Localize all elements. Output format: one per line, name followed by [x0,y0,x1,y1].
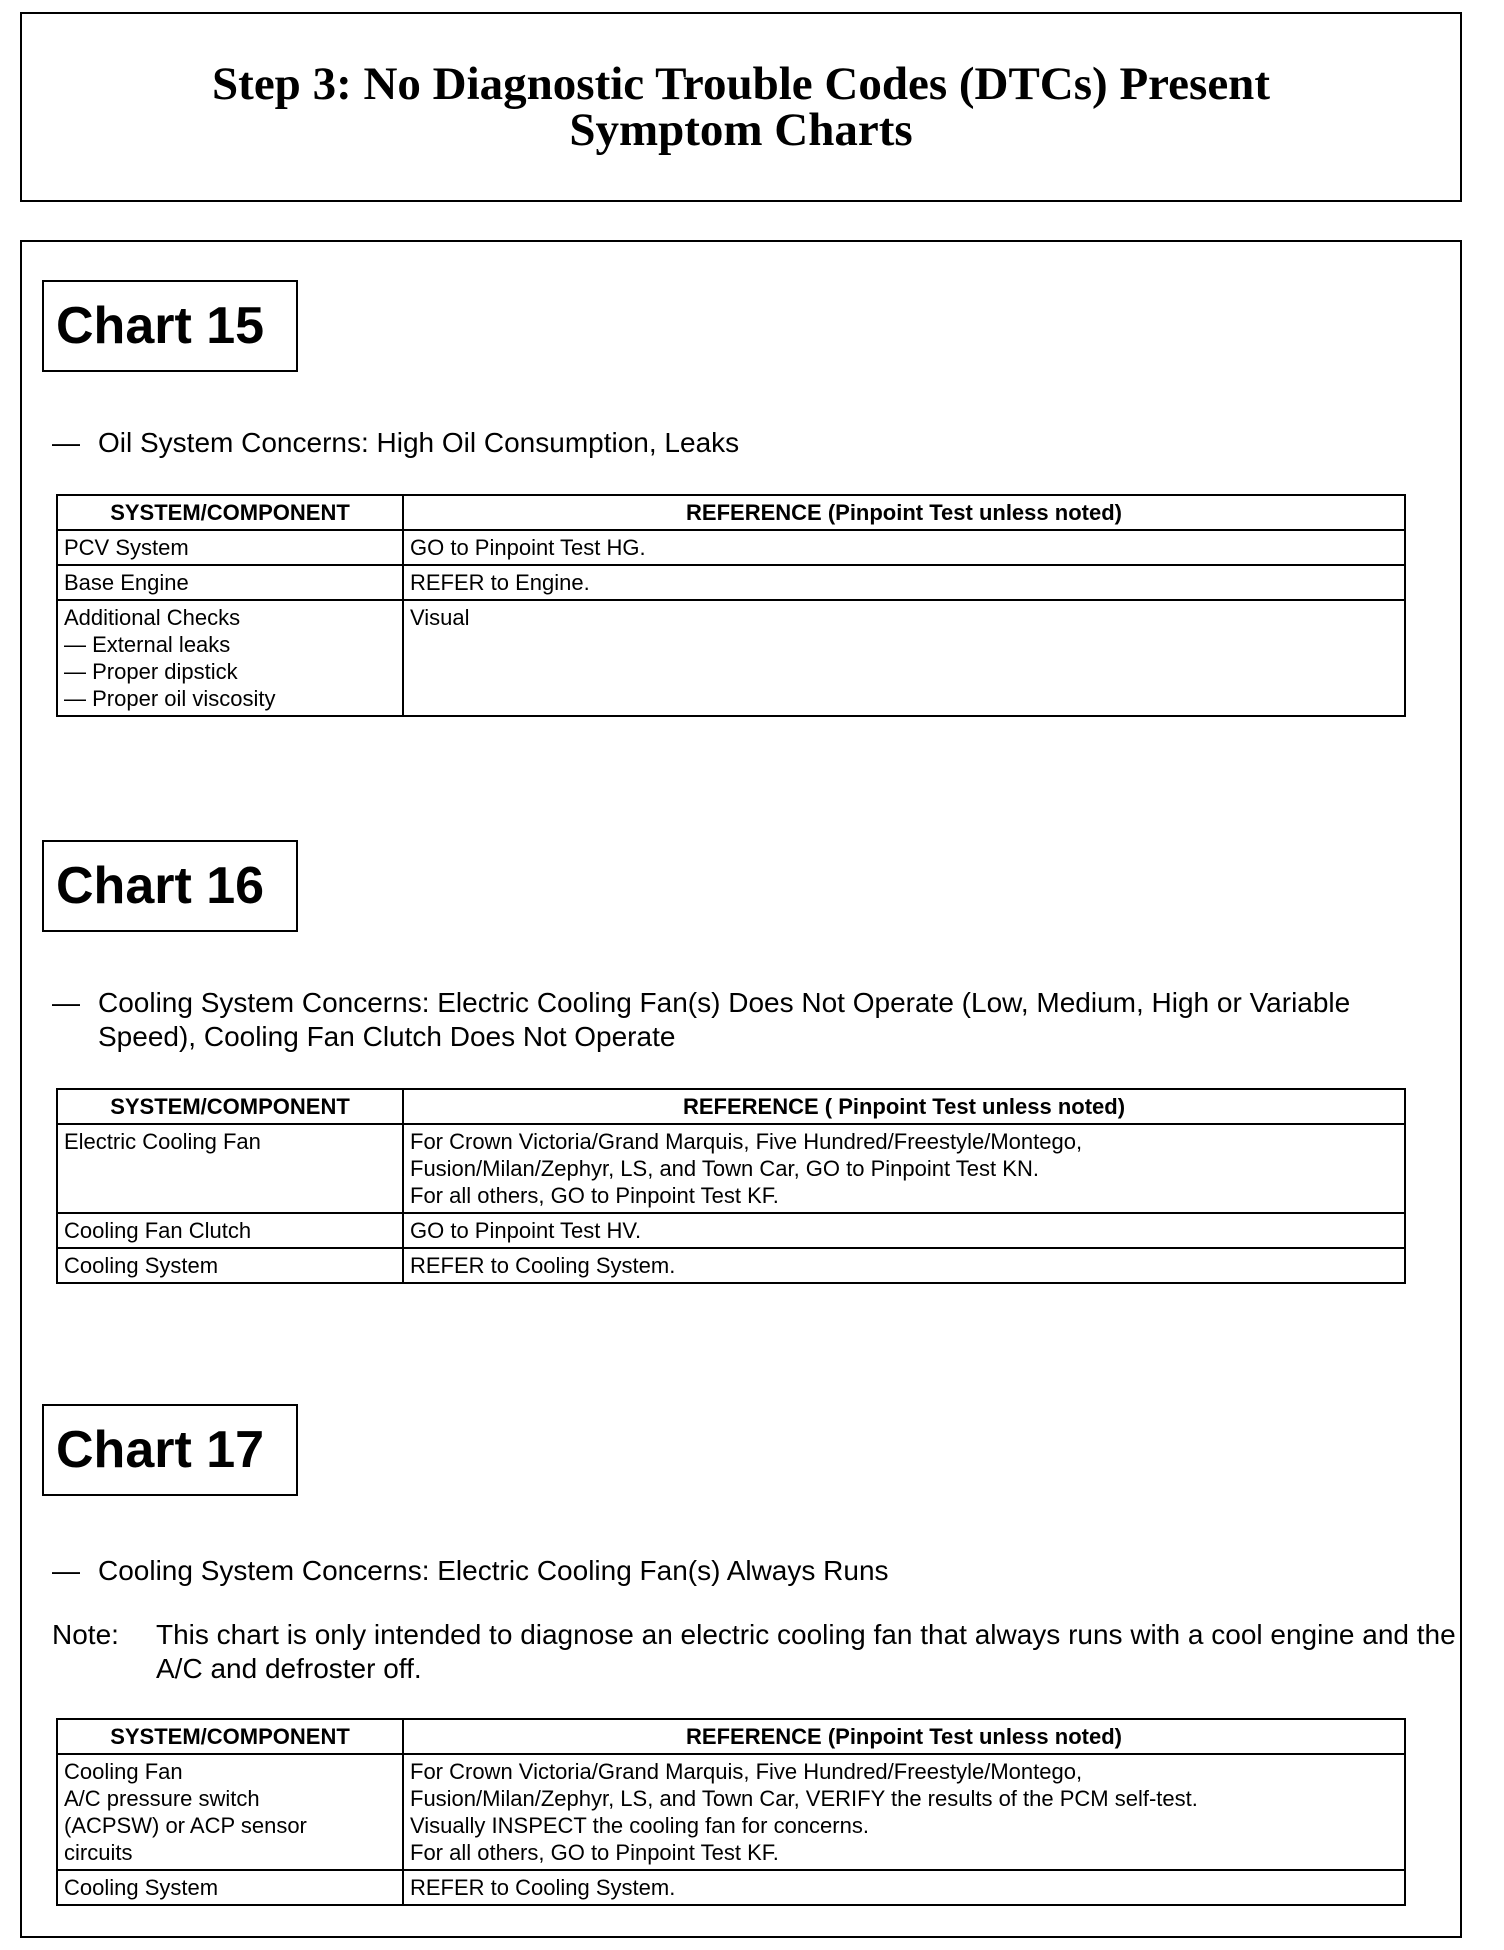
column-header: REFERENCE (Pinpoint Test unless noted) [403,1719,1405,1754]
component-cell: Cooling System [57,1870,403,1905]
reference-cell: Visual [403,600,1405,716]
dash: — [52,427,80,458]
component-cell: Cooling Fan Clutch [57,1213,403,1248]
chart-15-description: — Oil System Concerns: High Oil Consumption, Leaks [52,427,740,458]
table-row [57,1213,1405,1248]
table-row [57,600,1405,716]
chart-17-description: — Cooling System Concerns: Electric Cooling Fan(s) Always Runs [52,1555,889,1586]
column-header: SYSTEM/COMPONENT [57,1089,403,1124]
charts-container [20,240,1462,1938]
reference-cell: For Crown Victoria/Grand Marquis, Five Hundred/Freestyle/Montego, Fusion/Milan/Zephyr, LS, and Town Car, GO to Pinpoint Test KN. For all others, GO to Pinpoint Test KF. [403,1124,1405,1213]
chart-16-description: — Cooling System Concerns: Electric Cooling Fan(s) Does Not Operate (Low, Medium, High or Variable Speed), Cooling Fan Clutch Does Not Operate [52,987,1351,1052]
chart-17-table [56,1718,1406,1906]
component-cell: Cooling System [57,1248,403,1283]
chart-15-table [56,494,1406,717]
chart-16-title: Chart 16 [42,840,298,932]
table-row [57,565,1405,600]
page-subtitle: Symptom Charts [569,104,913,156]
table-row [57,1754,1405,1870]
table-header-row [57,495,1405,530]
component-cell: Additional Checks — External leaks — Proper dipstick — Proper oil viscosity [57,600,403,716]
dash: — [52,987,80,1018]
column-header: REFERENCE (Pinpoint Test unless noted) [403,495,1405,530]
component-cell: Cooling Fan A/C pressure switch (ACPSW) or ACP sensor circuits [57,1754,403,1870]
component-cell: Electric Cooling Fan [57,1124,403,1213]
table-header-row [57,1089,1405,1124]
column-header: SYSTEM/COMPONENT [57,495,403,530]
dash: — [52,1555,80,1586]
table-row [57,1870,1405,1905]
reference-cell: REFER to Cooling System. [403,1248,1405,1283]
page-title: Step 3: No Diagnostic Trouble Codes (DTCs) Present [212,58,1270,110]
reference-cell: GO to Pinpoint Test HV. [403,1213,1405,1248]
table-row [57,1248,1405,1283]
reference-cell: GO to Pinpoint Test HG. [403,530,1405,565]
column-header: SYSTEM/COMPONENT [57,1719,403,1754]
component-cell: Base Engine [57,565,403,600]
reference-cell: REFER to Engine. [403,565,1405,600]
chart-16-table [56,1088,1406,1284]
reference-cell: For Crown Victoria/Grand Marquis, Five Hundred/Freestyle/Montego, Fusion/Milan/Zephyr, LS, and Town Car, VERIFY the results of the PCM self-test. Visually INSPECT the cooling fan for concerns. For all others, GO to Pinpoint Test KF. [403,1754,1405,1870]
reference-cell: REFER to Cooling System. [403,1870,1405,1905]
note-text: This chart is only intended to diagnose an electric cooling fan that always runs with a cool engine and the A/C and defroster off. [156,1619,1456,1684]
chart-17-note [52,1618,1456,1686]
chart-17-title: Chart 17 [42,1404,298,1496]
table-row [57,530,1405,565]
component-cell: PCV System [57,530,403,565]
chart-15-title: Chart 15 [42,280,298,372]
table-header-row [57,1719,1405,1754]
page-header [20,12,1462,202]
note-label: Note: [52,1619,119,1650]
column-header: REFERENCE ( Pinpoint Test unless noted) [403,1089,1405,1124]
table-row [57,1124,1405,1213]
